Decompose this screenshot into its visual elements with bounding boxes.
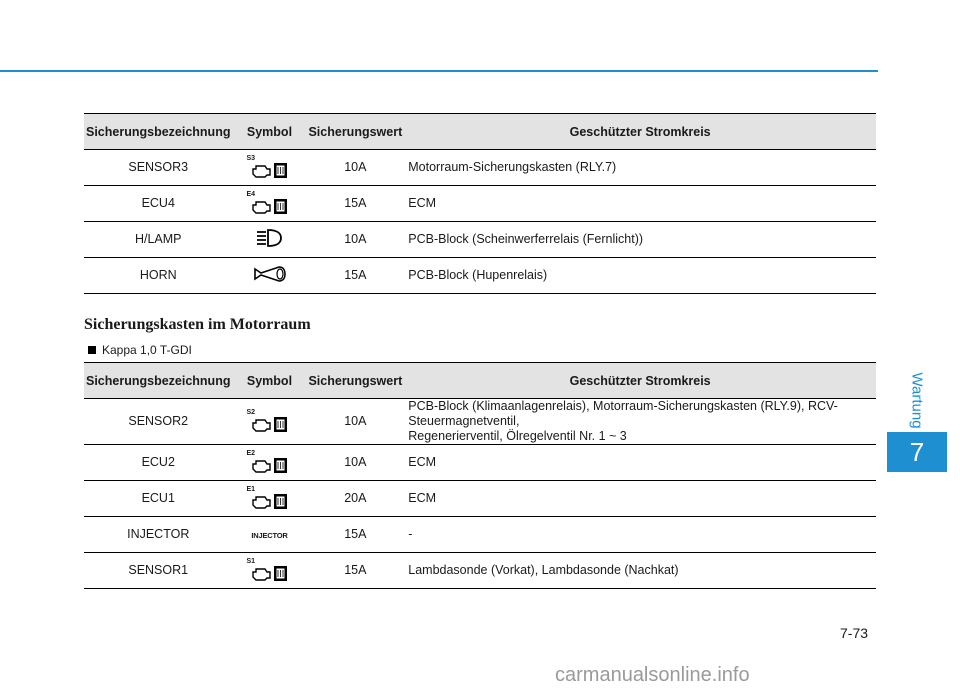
table-row bbox=[84, 186, 876, 222]
fuse-name: SENSOR2 bbox=[84, 399, 232, 445]
fuse-name: INJECTOR bbox=[84, 517, 232, 553]
engine-subtitle bbox=[88, 343, 192, 357]
engine-label: Kappa 1,0 T-GDI bbox=[102, 343, 192, 357]
headlamp-icon bbox=[254, 227, 284, 249]
fuse-circuit: - bbox=[404, 517, 876, 553]
fuse-value: 10A bbox=[306, 399, 404, 445]
fuse-value: 10A bbox=[306, 222, 404, 258]
fuse-circuit: Motorraum-Sicherungskasten (RLY.7) bbox=[404, 150, 876, 186]
fuse-circuit: PCB-Block (Scheinwerferrelais (Fernlicht)) bbox=[404, 222, 876, 258]
table-row bbox=[84, 481, 876, 517]
fuse-name: ECU2 bbox=[84, 445, 232, 481]
table-row bbox=[84, 517, 876, 553]
fuse-circuit: PCB-Block (Hupenrelais) bbox=[404, 258, 876, 294]
fuse-circuit: ECM bbox=[404, 186, 876, 222]
side-tab bbox=[887, 370, 947, 430]
circuit-line: Regenerierventil, Ölregelventil Nr. 1 ~ 3 bbox=[408, 429, 627, 443]
fuse-value: 20A bbox=[306, 481, 404, 517]
bullet-square-icon bbox=[88, 346, 96, 354]
engine-manual-icon bbox=[246, 151, 292, 181]
fuse-code: S1 bbox=[246, 557, 256, 565]
side-tab-label: Wartung bbox=[908, 371, 926, 429]
top-rule bbox=[0, 70, 878, 72]
fuse-value: 10A bbox=[306, 150, 404, 186]
fuse-value: 10A bbox=[306, 445, 404, 481]
table-row bbox=[84, 553, 876, 589]
header-value: Sicherungswert bbox=[306, 363, 404, 399]
fuse-name: ECU1 bbox=[84, 481, 232, 517]
header-circuit: Geschützter Stromkreis bbox=[404, 363, 876, 399]
fuse-name: SENSOR3 bbox=[84, 150, 232, 186]
header-symbol: Symbol bbox=[232, 114, 306, 150]
fuse-code: S3 bbox=[246, 154, 256, 162]
table-header bbox=[84, 114, 876, 150]
fuse-code: E4 bbox=[246, 190, 256, 198]
engine-manual-icon bbox=[246, 187, 292, 217]
fuse-table-1 bbox=[84, 113, 876, 294]
engine-manual-icon bbox=[246, 446, 292, 476]
header-circuit: Geschützter Stromkreis bbox=[404, 114, 876, 150]
page-number: 7-73 bbox=[840, 625, 869, 641]
fuse-value: 15A bbox=[306, 186, 404, 222]
chapter-number: 7 bbox=[887, 432, 947, 472]
fuse-code: E1 bbox=[246, 485, 256, 493]
fuse-name: SENSOR1 bbox=[84, 553, 232, 589]
fuse-value: 15A bbox=[306, 517, 404, 553]
fuse-code: E2 bbox=[246, 449, 256, 457]
fuse-code: S2 bbox=[246, 408, 256, 416]
engine-manual-icon bbox=[246, 405, 292, 435]
fuse-name: H/LAMP bbox=[84, 222, 232, 258]
table-row bbox=[84, 150, 876, 186]
fuse-circuit: ECM bbox=[404, 481, 876, 517]
watermark: carmanualsonline.info bbox=[555, 664, 750, 686]
fuse-name: ECU4 bbox=[84, 186, 232, 222]
header-symbol: Symbol bbox=[232, 363, 306, 399]
fuse-circuit: Lambdasonde (Vorkat), Lambdasonde (Nachkat) bbox=[404, 553, 876, 589]
injector-text-icon: INJECTOR bbox=[251, 530, 288, 540]
engine-manual-icon bbox=[246, 482, 292, 512]
table-row bbox=[84, 258, 876, 294]
header-name: Sicherungsbezeichnung bbox=[84, 114, 232, 150]
fuse-table-2 bbox=[84, 362, 876, 589]
table-row bbox=[84, 222, 876, 258]
fuse-circuit bbox=[404, 399, 876, 445]
table-row bbox=[84, 399, 876, 445]
engine-manual-icon bbox=[246, 554, 292, 584]
table-row bbox=[84, 445, 876, 481]
header-name: Sicherungsbezeichnung bbox=[84, 363, 232, 399]
fuse-name: HORN bbox=[84, 258, 232, 294]
fuse-value: 15A bbox=[306, 258, 404, 294]
circuit-line: PCB-Block (Klimaanlagenrelais), Motorraum-Sicherungskasten (RLY.9), RCV-Steuermagnetventil, bbox=[408, 399, 838, 428]
header-value: Sicherungswert bbox=[306, 114, 404, 150]
horn-icon bbox=[251, 263, 287, 285]
fuse-circuit: ECM bbox=[404, 445, 876, 481]
fuse-value: 15A bbox=[306, 553, 404, 589]
section-title: Sicherungskasten im Motorraum bbox=[84, 316, 311, 333]
table-header bbox=[84, 363, 876, 399]
